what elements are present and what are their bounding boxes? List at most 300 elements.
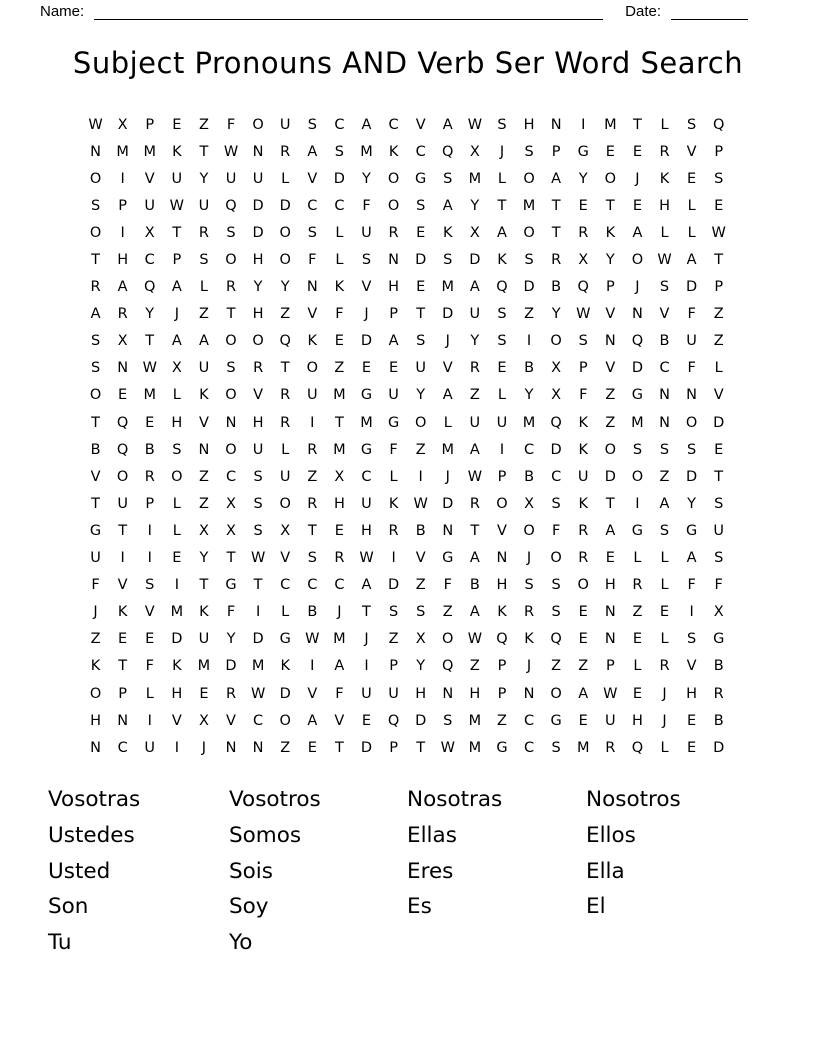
grid-letter: L — [281, 604, 290, 621]
grid-letter: U — [117, 495, 128, 512]
grid-letter: W — [250, 685, 266, 702]
grid-letter: S — [687, 116, 697, 133]
grid-letter: M — [522, 197, 536, 214]
grid-letter: Q — [496, 631, 508, 648]
grid-row — [82, 599, 732, 626]
grid-letter: Q — [144, 279, 156, 296]
grid-letter: W — [413, 495, 428, 512]
grid-letter: A — [361, 116, 372, 133]
grid-letter: B — [524, 468, 535, 485]
grid-letter: Q — [577, 279, 589, 296]
grid-letter: X — [117, 333, 128, 350]
grid-letter: R — [225, 279, 237, 296]
grid-row — [82, 463, 732, 490]
grid-letter: F — [335, 306, 344, 323]
grid-letter: K — [388, 143, 399, 160]
grid-letter: U — [415, 360, 426, 377]
grid-letter: N — [604, 333, 616, 350]
grid-letter: S — [687, 631, 697, 648]
grid-letter: X — [578, 252, 589, 269]
grid-letter: R — [307, 441, 318, 458]
grid-letter: O — [496, 495, 508, 512]
grid-letter: C — [334, 116, 345, 133]
word-item: Somos — [229, 822, 302, 848]
grid-letter: W — [657, 252, 672, 269]
grid-letter: Z — [605, 414, 616, 431]
grid-letter: E — [578, 604, 588, 621]
grid-letter: S — [551, 739, 561, 756]
grid-letter: R — [280, 387, 291, 404]
grid-letter: S — [443, 712, 453, 729]
grid-letter: W — [88, 116, 103, 133]
grid-letter: U — [469, 306, 481, 323]
word-list-column — [586, 782, 681, 925]
grid-letter: S — [416, 333, 426, 350]
name-fill-line — [94, 18, 603, 20]
grid-letter: L — [633, 658, 642, 675]
grid-letter: P — [389, 658, 398, 675]
grid-letter: Z — [415, 577, 426, 594]
grid-row — [82, 328, 732, 355]
grid-letter: E — [307, 739, 317, 756]
grid-letter: B — [713, 712, 724, 729]
date-fill-line — [671, 18, 748, 20]
grid-letter: D — [360, 739, 373, 756]
word-item: Ustedes — [48, 822, 135, 848]
grid-letter: M — [360, 414, 373, 431]
grid-letter: T — [497, 197, 507, 214]
grid-letter: Z — [442, 604, 453, 621]
grid-letter: M — [360, 143, 373, 160]
grid-letter: U — [388, 387, 399, 404]
grid-letter: A — [659, 495, 670, 512]
grid-letter: R — [307, 495, 318, 512]
grid-letter: S — [416, 604, 426, 621]
grid-letter: V — [144, 170, 155, 187]
grid-letter: Y — [145, 306, 155, 323]
grid-letter: Y — [416, 658, 426, 675]
grid-letter: O — [171, 468, 183, 485]
grid-letter: X — [713, 604, 724, 621]
grid-letter: U — [306, 387, 318, 404]
grid-letter: O — [306, 360, 318, 377]
grid-letter: Q — [550, 631, 562, 648]
grid-letter: I — [499, 441, 505, 458]
grid-letter: C — [361, 468, 372, 485]
grid-letter: S — [334, 143, 344, 160]
grid-letter: I — [147, 712, 152, 729]
grid-letter: D — [225, 658, 237, 675]
grid-letter: O — [225, 333, 237, 350]
grid-letter: N — [198, 441, 210, 458]
grid-letter: Z — [632, 604, 643, 621]
grid-letter: N — [117, 712, 129, 729]
grid-letter: V — [442, 360, 453, 377]
grid-letter: S — [226, 360, 236, 377]
grid-letter: P — [497, 468, 507, 485]
grid-letter: S — [307, 224, 317, 241]
grid-letter: S — [497, 116, 507, 133]
grid-letter: U — [144, 197, 156, 214]
grid-letter: F — [579, 387, 588, 404]
grid-letter: M — [333, 631, 346, 648]
grid-letter: Q — [496, 279, 508, 296]
grid-letter: Z — [551, 658, 562, 675]
grid-letter: E — [605, 550, 615, 567]
grid-letter: Z — [469, 387, 480, 404]
grid-letter: H — [361, 522, 372, 539]
grid-letter: E — [334, 333, 344, 350]
grid-letter: Y — [524, 387, 534, 404]
grid-letter: G — [631, 522, 644, 539]
grid-letter: R — [334, 550, 345, 567]
grid-letter: O — [387, 170, 400, 187]
grid-letter: T — [199, 143, 209, 160]
grid-letter: A — [469, 279, 480, 296]
grid-letter: S — [199, 252, 209, 269]
grid-letter: J — [662, 685, 667, 702]
grid-letter: O — [225, 252, 237, 269]
grid-letter: E — [687, 739, 697, 756]
grid-letter: X — [144, 224, 155, 241]
grid-row — [82, 545, 732, 572]
grid-letter: H — [496, 577, 508, 594]
word-item: Nosotros — [586, 787, 681, 812]
grid-letter: L — [497, 387, 506, 404]
grid-letter: M — [143, 387, 156, 404]
grid-letter: V — [253, 387, 264, 404]
grid-letter: D — [252, 631, 264, 648]
grid-letter: U — [279, 116, 291, 133]
grid-letter: C — [307, 577, 318, 594]
grid-letter: Q — [442, 658, 454, 675]
grid-letter: O — [89, 224, 102, 241]
grid-letter: H — [333, 495, 345, 512]
grid-letter: L — [660, 550, 669, 567]
grid-letter: D — [415, 712, 427, 729]
date-label: Date: — [625, 3, 661, 20]
grid-letter: P — [145, 116, 155, 133]
grid-letter: R — [578, 224, 589, 241]
grid-letter: A — [171, 279, 182, 296]
grid-letter: W — [250, 550, 266, 567]
grid-letter: T — [280, 360, 290, 377]
grid-letter: E — [172, 116, 182, 133]
grid-letter: P — [389, 306, 398, 323]
grid-letter: A — [388, 333, 399, 350]
grid-letter: F — [226, 116, 236, 133]
grid-letter: V — [307, 685, 318, 702]
grid-letter: O — [442, 631, 454, 648]
grid-letter: M — [143, 143, 156, 160]
word-search-grid — [82, 111, 732, 761]
grid-letter: F — [687, 360, 696, 377]
grid-letter: I — [147, 550, 152, 567]
grid-letter: S — [578, 333, 588, 350]
grid-letter: K — [172, 143, 182, 160]
grid-letter: F — [91, 577, 100, 594]
grid-letter: S — [659, 441, 670, 458]
grid-letter: G — [415, 170, 427, 187]
grid-letter: G — [685, 522, 698, 539]
grid-letter: A — [496, 224, 507, 241]
grid-letter: X — [469, 224, 480, 241]
grid-letter: S — [524, 577, 534, 594]
grid-letter: N — [90, 143, 101, 160]
grid-letter: T — [172, 224, 182, 241]
grid-letter: F — [714, 577, 723, 594]
grid-letter: K — [280, 658, 290, 675]
grid-letter: M — [197, 658, 211, 675]
grid-letter: X — [524, 495, 535, 512]
grid-letter: F — [308, 252, 317, 269]
grid-letter: G — [225, 577, 237, 594]
grid-letter: L — [660, 631, 669, 648]
grid-letter: Z — [713, 333, 724, 350]
grid-letter: S — [443, 170, 453, 187]
grid-letter: K — [388, 495, 399, 512]
grid-letter: W — [359, 550, 374, 567]
grid-letter: E — [172, 550, 182, 567]
grid-letter: E — [632, 197, 642, 214]
grid-letter: V — [226, 712, 236, 729]
grid-letter: O — [523, 170, 535, 187]
grid-letter: Z — [496, 712, 507, 729]
grid-letter: I — [526, 333, 532, 350]
grid-letter: A — [469, 441, 480, 458]
grid-letter: D — [387, 577, 400, 594]
grid-letter: P — [551, 143, 561, 160]
grid-letter: P — [497, 658, 507, 675]
grid-letter: C — [117, 739, 128, 756]
grid-letter: O — [116, 468, 129, 485]
grid-letter: S — [687, 441, 697, 458]
grid-letter: F — [389, 441, 398, 458]
grid-letter: O — [387, 197, 400, 214]
grid-letter: V — [659, 306, 670, 323]
grid-letter: U — [361, 685, 372, 702]
grid-letter: Z — [198, 495, 209, 512]
grid-letter: A — [198, 333, 209, 350]
grid-letter: A — [551, 170, 562, 187]
grid-letter: D — [279, 197, 291, 214]
grid-letter: X — [415, 631, 426, 648]
word-item: Soy — [229, 894, 269, 920]
grid-letter: R — [469, 360, 480, 377]
grid-letter: D — [713, 739, 725, 756]
grid-letter: S — [253, 468, 263, 485]
grid-letter: H — [171, 685, 183, 702]
grid-letter: X — [551, 387, 562, 404]
grid-letter: D — [713, 414, 725, 431]
grid-letter: N — [442, 522, 454, 539]
grid-letter: J — [662, 712, 667, 729]
grid-letter: D — [171, 631, 183, 648]
grid-letter: H — [469, 685, 481, 702]
grid-letter: R — [469, 495, 480, 512]
grid-letter: V — [415, 116, 426, 133]
grid-letter: R — [90, 279, 101, 296]
grid-letter: D — [686, 468, 698, 485]
grid-letter: Z — [415, 441, 426, 458]
grid-letter: Y — [551, 306, 561, 323]
grid-letter: R — [659, 143, 670, 160]
grid-letter: P — [145, 495, 155, 512]
grid-letter: X — [171, 360, 182, 377]
grid-letter: W — [467, 116, 483, 133]
grid-letter: O — [279, 495, 291, 512]
grid-letter: B — [524, 360, 535, 377]
grid-letter: F — [687, 577, 696, 594]
grid-letter: H — [631, 712, 643, 729]
grid-letter: D — [523, 279, 535, 296]
grid-letter: I — [310, 414, 315, 431]
grid-letter: O — [550, 333, 562, 350]
grid-letter: Z — [469, 658, 480, 675]
grid-letter: S — [90, 197, 101, 214]
grid-letter: N — [252, 739, 264, 756]
grid-letter: S — [632, 441, 643, 458]
grid-letter: C — [659, 360, 670, 377]
grid-letter: E — [145, 414, 155, 431]
grid-letter: E — [578, 631, 588, 648]
grid-letter: K — [199, 387, 209, 404]
grid-letter: L — [281, 170, 290, 187]
grid-letter: U — [388, 685, 399, 702]
grid-letter: E — [361, 360, 372, 377]
grid-letter: S — [714, 495, 724, 512]
grid-letter: I — [174, 739, 179, 756]
grid-row — [82, 246, 732, 273]
grid-letter: E — [714, 197, 724, 214]
grid-letter: L — [443, 414, 452, 431]
grid-letter: V — [686, 658, 697, 675]
grid-letter: P — [605, 279, 615, 296]
grid-letter: G — [387, 414, 400, 431]
grid-letter: V — [144, 604, 155, 621]
grid-letter: N — [306, 279, 318, 296]
grid-row — [82, 626, 732, 653]
grid-letter: A — [117, 279, 128, 296]
grid-letter: P — [714, 279, 724, 296]
grid-letter: N — [90, 739, 101, 756]
grid-letter: L — [145, 685, 154, 702]
grid-letter: N — [225, 414, 237, 431]
word-item: El — [586, 894, 606, 920]
grid-letter: G — [89, 522, 102, 539]
grid-letter: Q — [631, 333, 644, 350]
grid-letter: N — [659, 387, 670, 404]
grid-letter: A — [605, 522, 616, 539]
grid-letter: V — [334, 712, 345, 729]
grid-letter: D — [360, 333, 373, 350]
grid-letter: H — [252, 414, 264, 431]
grid-letter: X — [469, 143, 480, 160]
grid-letter: L — [172, 522, 181, 539]
grid-letter: C — [388, 116, 399, 133]
grid-letter: T — [551, 224, 561, 241]
grid-letter: L — [660, 224, 669, 241]
grid-letter: Q — [442, 143, 454, 160]
grid-letter: M — [468, 170, 482, 187]
grid-letter: T — [470, 522, 480, 539]
grid-letter: B — [551, 279, 562, 296]
grid-letter: W — [223, 143, 239, 160]
grid-letter: E — [605, 143, 615, 160]
grid-letter: R — [524, 604, 535, 621]
grid-letter: L — [335, 224, 344, 241]
grid-letter: S — [443, 252, 453, 269]
grid-letter: O — [89, 685, 102, 702]
grid-letter: K — [307, 333, 318, 350]
grid-row — [82, 274, 732, 301]
grid-letter: D — [604, 468, 616, 485]
grid-row — [82, 409, 732, 436]
grid-letter: Y — [470, 333, 480, 350]
grid-letter: Q — [116, 414, 129, 431]
grid-letter: N — [442, 685, 454, 702]
grid-letter: J — [364, 631, 369, 648]
grid-letter: O — [523, 224, 535, 241]
grid-letter: D — [469, 252, 481, 269]
grid-letter: J — [337, 604, 342, 621]
worksheet-header — [40, 2, 748, 21]
grid-letter: R — [578, 550, 589, 567]
grid-letter: E — [388, 360, 399, 377]
grid-letter: F — [551, 522, 561, 539]
grid-letter: L — [389, 468, 398, 485]
grid-letter: T — [334, 414, 344, 431]
grid-letter: Z — [280, 739, 291, 756]
grid-letter: T — [145, 333, 155, 350]
grid-letter: S — [659, 522, 670, 539]
grid-letter: C — [144, 252, 155, 269]
grid-letter: E — [416, 279, 426, 296]
grid-row — [82, 436, 732, 463]
grid-letter: E — [659, 604, 670, 621]
grid-letter: V — [117, 577, 128, 594]
grid-letter: U — [577, 468, 589, 485]
grid-letter: F — [335, 685, 344, 702]
grid-letter: I — [120, 550, 125, 567]
grid-letter: X — [226, 522, 236, 539]
grid-letter: U — [361, 224, 372, 241]
grid-letter: E — [632, 631, 642, 648]
grid-letter: W — [603, 685, 618, 702]
word-item: Yo — [229, 930, 253, 956]
grid-letter: R — [551, 252, 562, 269]
grid-letter: E — [497, 360, 507, 377]
grid-letter: S — [497, 333, 507, 350]
grid-letter: Q — [279, 333, 291, 350]
grid-letter: O — [89, 170, 102, 187]
grid-letter: I — [255, 604, 261, 621]
grid-letter: S — [253, 495, 263, 512]
grid-letter: Q — [387, 712, 400, 729]
grid-letter: I — [689, 604, 694, 621]
name-label: Name: — [40, 3, 85, 20]
grid-letter: A — [469, 604, 480, 621]
grid-letter: B — [415, 522, 426, 539]
grid-letter: C — [551, 468, 562, 485]
grid-letter: M — [631, 414, 644, 431]
grid-letter: O — [252, 333, 264, 350]
grid-letter: A — [361, 577, 372, 594]
grid-letter: V — [713, 387, 724, 404]
grid-letter: H — [415, 685, 427, 702]
grid-letter: L — [687, 197, 696, 214]
grid-letter: O — [279, 224, 291, 241]
